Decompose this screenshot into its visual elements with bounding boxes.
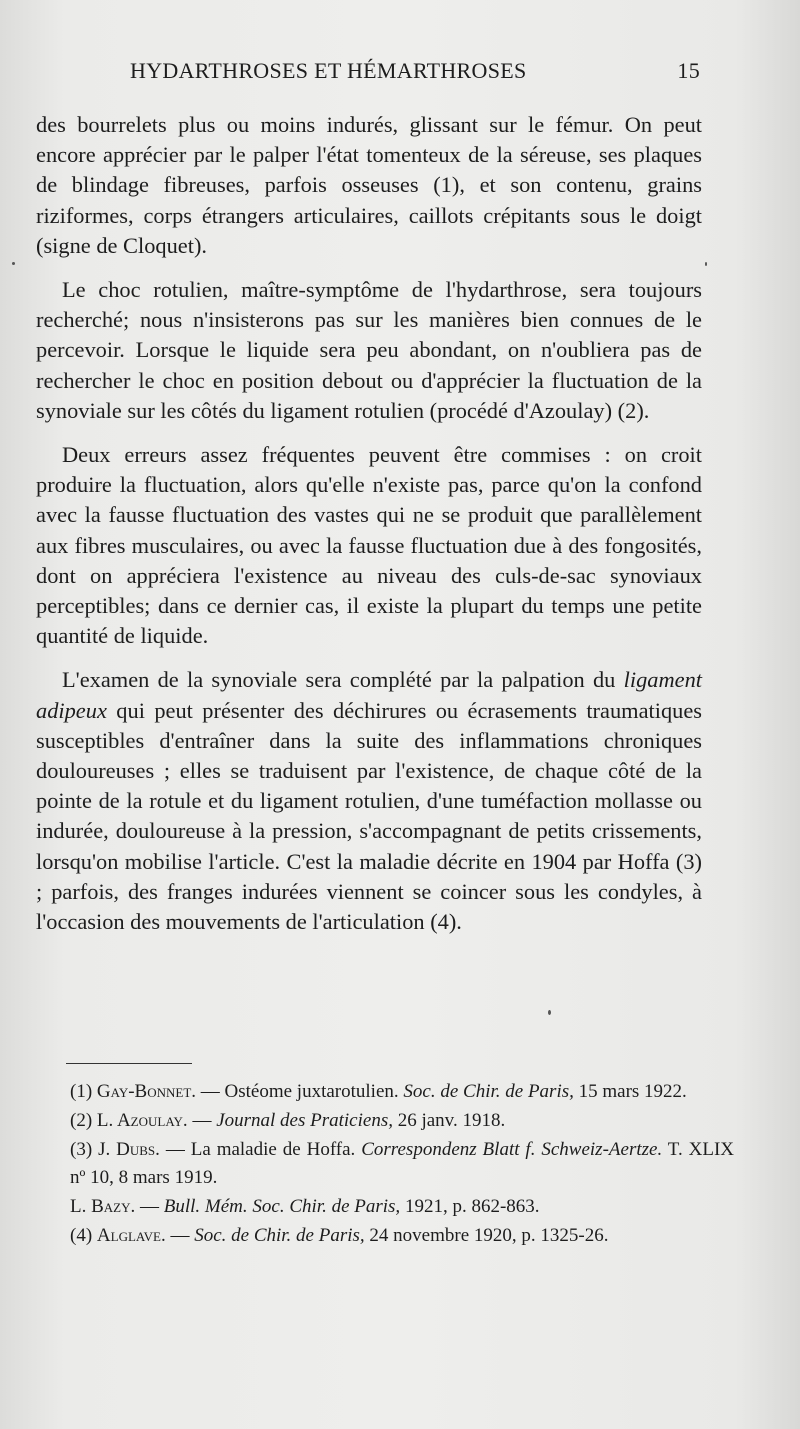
paragraph-4-rest: qui peut présenter des déchirures ou écrasements traumatiques susceptibles d'entraîner dans la suite des inflammations chroniques douloureuses ; elles se traduisent par l'existence, de chaque côté de la pointe de la rotule et du ligament rotulien, d'une tuméfaction mollasse ou indurée, douloureuse à la pression, s'accompagnant de petits crissements, lorsqu'on mobilise l'article. C'est la maladie décrite en 1904 par Hoffa (3) ; parfois, des franges indurées viennent se coincer sous les condyles, à l'occasion des mouvements de l'articulation (4). <box>36 697 702 935</box>
footnotes <box>70 1078 734 1251</box>
italic-term: ligament adipeux <box>36 667 702 723</box>
footnote-author: L. Azoulay. <box>96 1110 188 1131</box>
footnote-source: Bull. Mém. Soc. Chir. de Paris, <box>163 1195 401 1217</box>
footnote-tail: 15 mars 1922. <box>573 1081 687 1102</box>
footnote-number: (3) <box>70 1139 93 1160</box>
paper-speck <box>12 262 15 265</box>
paper-speck <box>705 262 707 266</box>
footnote-text: — <box>135 1195 164 1217</box>
paper-speck <box>548 1010 551 1015</box>
footnote-tail: 24 novembre 1920, p. 1325-26. <box>364 1224 609 1246</box>
footnote-3b <box>70 1193 734 1221</box>
footnote-tail: 1921, p. 862-863. <box>400 1195 540 1217</box>
running-header <box>130 58 700 88</box>
paragraph-2: Le choc rotulien, maître-symptôme de l'hydarthrose, sera toujours recherché; nous n'insisterons pas sur les manières bien connues de le percevoir. Lorsque le liquide sera peu abondant, on n'oubliera pas de rechercher le choc en position debout ou d'apprécier la fluctuation de la synoviale sur les côtés du ligament rotulien (procédé d'Azoulay) (2). <box>36 277 702 423</box>
footnote-2 <box>70 1107 734 1135</box>
footnote-author: Alglave. <box>96 1224 166 1246</box>
footnote-author: Gay-Bonnet. <box>96 1081 197 1102</box>
footnote-number: (1) <box>70 1081 93 1102</box>
paragraph-1: des bourrelets plus ou moins indurés, glissant sur le fémur. On peut encore apprécier par le palper l'état tomenteux de la séreuse, ses plaques de blindage fibreuses, parfois osseuses (1), et son contenu, grains riziformes, corps étrangers articulaires, caillots crépitants sous le doigt (signe de Cloquet). <box>36 112 702 258</box>
footnote-source: Soc. de Chir. de Paris, <box>194 1224 365 1246</box>
paragraph-4-start: L'examen de la synoviale sera complété par la palpation du <box>62 667 624 693</box>
paragraph-4 <box>36 665 702 937</box>
footnote-number: (2) <box>70 1110 93 1131</box>
footnote-1 <box>70 1078 734 1106</box>
footnote-text: — <box>187 1110 217 1131</box>
footnote-author: J. Dubs. <box>98 1139 160 1160</box>
footnote-4 <box>70 1222 734 1250</box>
footnote-separator <box>66 1063 192 1064</box>
footnote-text: — La maladie de Hoffa. <box>159 1139 362 1160</box>
footnote-number: (4) <box>70 1224 93 1246</box>
footnote-source: Soc. de Chir. de Paris, <box>403 1081 574 1102</box>
footnote-text: — Ostéome juxtarotulien. <box>196 1081 404 1102</box>
footnote-source: Journal des Praticiens, <box>216 1110 393 1131</box>
footnote-3 <box>70 1136 734 1191</box>
page-number: 15 <box>677 58 700 83</box>
footnote-author: L. Bazy. <box>70 1195 136 1217</box>
footnote-tail: 26 janv. 1918. <box>392 1110 506 1131</box>
footnote-text: — <box>165 1224 195 1246</box>
running-title: HYDARTHROSES ET HÉMARTHROSES <box>130 58 527 83</box>
body-text <box>36 110 702 951</box>
paragraph-3: Deux erreurs assez fréquentes peuvent être commises : on croit produire la fluctuation, alors qu'elle n'existe pas, parce qu'on la confond avec la fausse fluctuation des vastes qui ne se produit que parallèlement aux fibres musculaires, ou avec la fausse fluctuation due à des fongosités, dont on appréciera l'existence au niveau des culs-de-sac synoviaux perceptibles; dans ce dernier cas, il existe la plupart du temps une petite quantité de liquide. <box>36 442 702 649</box>
footnote-tail: T. XLIX nº 10, 8 mars 1919. <box>70 1139 735 1188</box>
footnote-source: Correspondenz Blatt f. Schweiz-Aertze. <box>361 1139 663 1160</box>
